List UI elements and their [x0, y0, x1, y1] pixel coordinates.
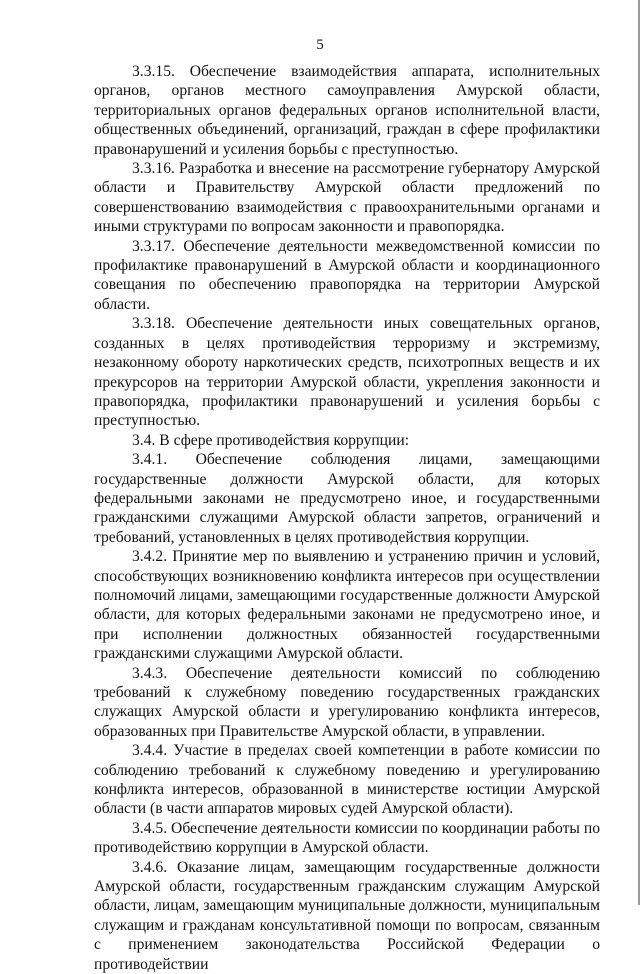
paragraph-3-4-3: 3.4.3. Обеспечение деятельности комиссий по соблюдению требований к служебному поведению государственных гражданских служащих Амурской области и урегулированию конфликта интересов, образованных при Правительстве Амурской области, в управлении.: [94, 664, 600, 740]
page-number: 5: [316, 37, 324, 53]
paragraph-3-4-4: 3.4.4. Участие в пределах своей компетенции в работе комиссии по соблюдению требований к служебному поведению и урегулированию конфликта интересов, образованной в министерстве юстиции Амурской области (в части аппаратов мировых судей Амурской области).: [94, 742, 600, 818]
section-heading-3-4: 3.4. В сфере противодействия коррупции:: [132, 431, 410, 449]
paragraph-3-4-2: 3.4.2. Принятие мер по выявлению и устранению причин и условий, способствующих возникновению конфликта интересов при осуществлении полномочий лицами, замещающими государственные должности Амурской области, для которых федеральными законами не предусмотрено иное, и при исполнении должностных обязанностей государственными гражданскими служащими Амурской области.: [94, 548, 600, 663]
paragraph-3-4-5: 3.4.5. Обеспечение деятельности комиссии по координации работы по противодействию коррупции в Амурской области.: [94, 819, 600, 857]
document-body: [94, 62, 600, 974]
paragraph-3-4-1: 3.4.1. Обеспечение соблюдения лицами, замещающими государственные должности Амурской области, для которых федеральными законами не предусмотрено иное, и государственными гражданскими служащими Амурской области запретов, ограничений и требований, установленных в целях противодействия коррупции.: [94, 451, 600, 546]
paragraph-3-3-17: 3.3.17. Обеспечение деятельности межведомственной комиссии по профилактике правонарушений в Амурской области и координационного совещания по обеспечению правопорядка на территории Амурской области.: [94, 237, 600, 313]
paragraph-3-3-15: 3.3.15. Обеспечение взаимодействия аппарата, исполнительных органов, органов местного самоуправления Амурской области, территориальных органов федеральных органов исполнительной власти, общественных объединений, организаций, граждан в сфере профилактики правонарушений и усиления борьбы с преступностью.: [94, 63, 600, 158]
paragraph-3-3-16: 3.3.16. Разработка и внесение на рассмотрение губернатору Амурской области и Правительству Амурской области предложений по совершенствованию взаимодействия с правоохранительными органами и иными структурами по вопросам законности и правопорядка.: [94, 160, 600, 236]
paragraph-3-3-18: 3.3.18. Обеспечение деятельности иных совещательных органов, созданных в целях противодействия терроризму и экстремизму, незаконному обороту наркотических средств, психотропных веществ и их прекурсоров на территории Амурской области, укрепления законности и правопорядка, профилактики правонарушений и усиления борьбы с преступностью.: [94, 315, 600, 430]
paragraph-3-4-6: 3.4.6. Оказание лицам, замещающим государственные должности Амурской области, государственным гражданским служащим Амурской области, лицам, замещающим муниципальные должности, муниципальным служащим и гражданам консультативной помощи по вопросам, связанным с применением законодательства Российской Федерации о противодействии: [94, 858, 600, 973]
